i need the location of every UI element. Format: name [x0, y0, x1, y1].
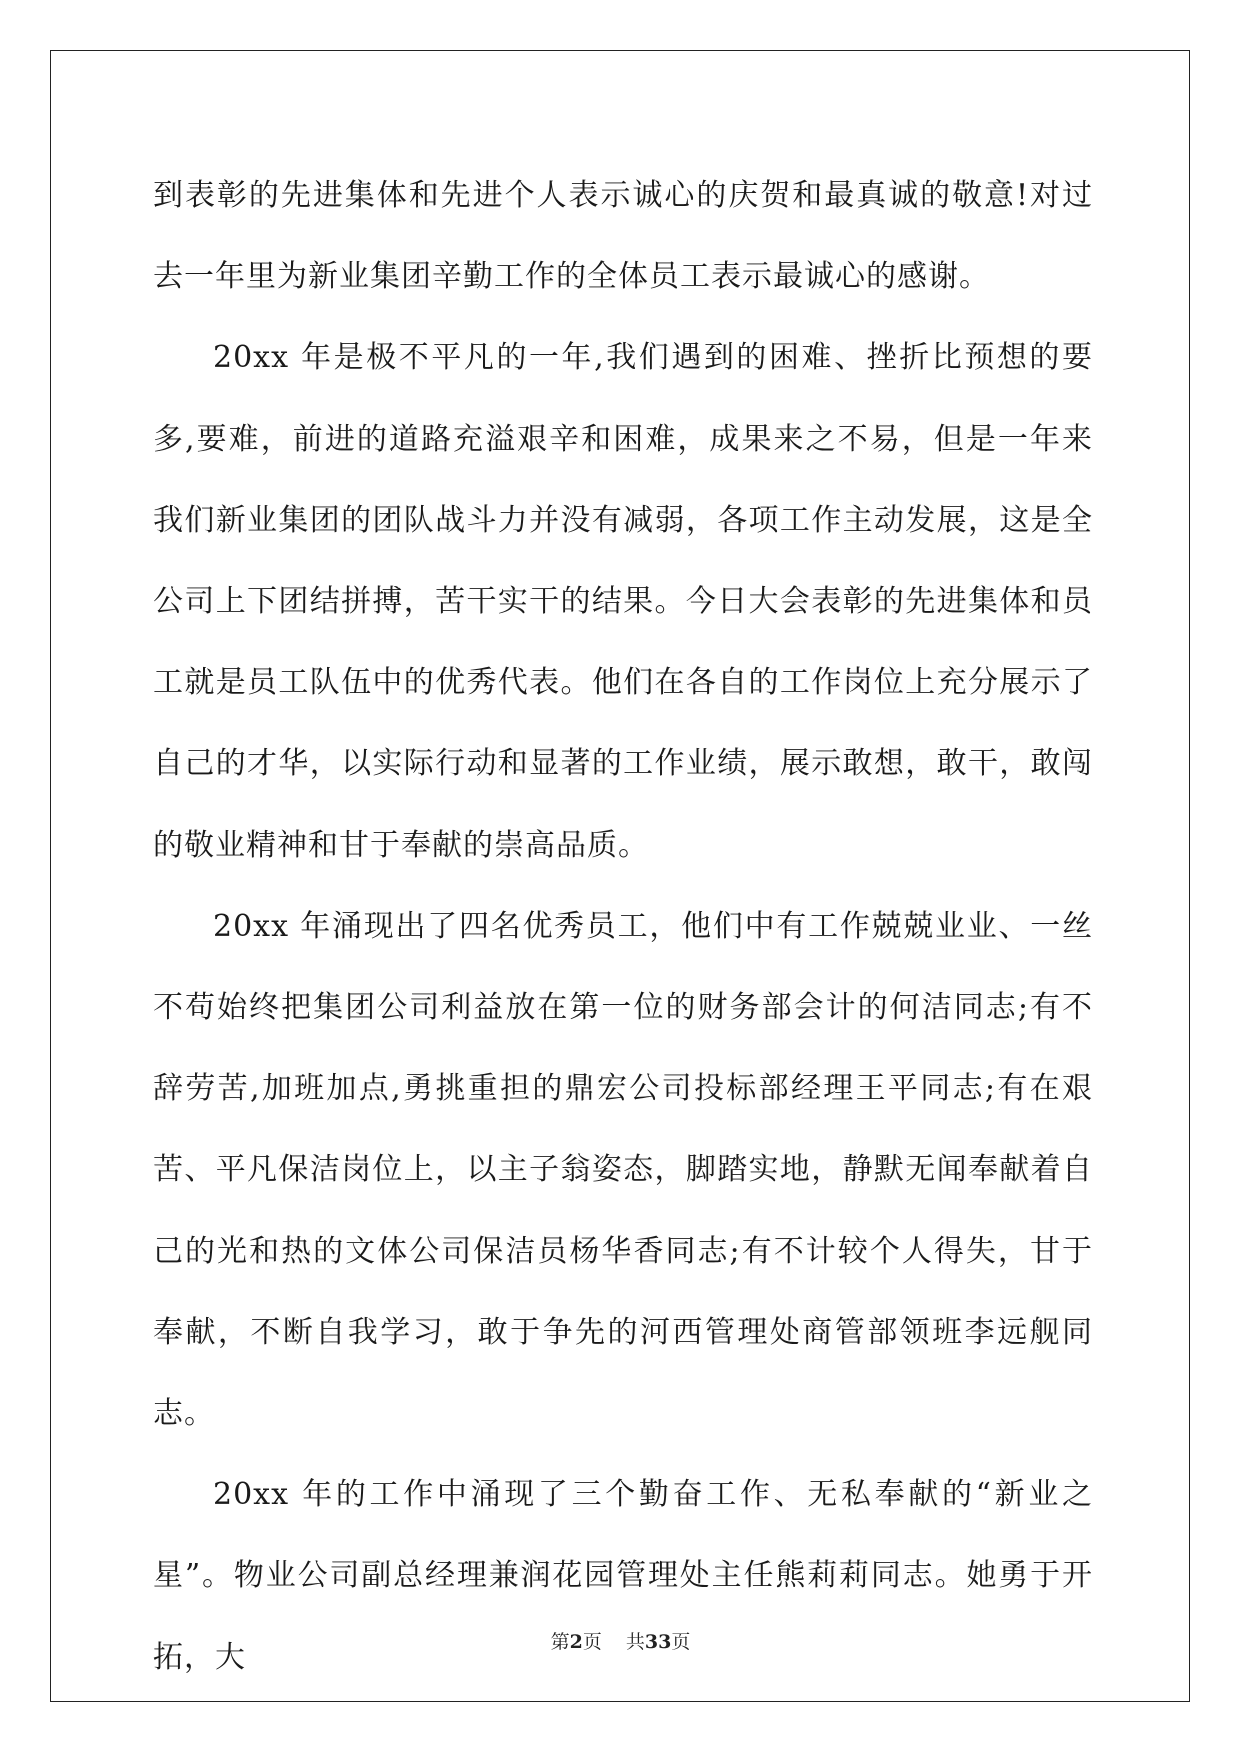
paragraph-2: 20xx 年是极不平凡的一年,我们遇到的困难、挫折比预想的要多,要难，前进的道路充溢艰辛和困难，成果来之不易，但是一年来我们新业集团的团队战斗力并没有减弱，各项工作主动发展，这是全公司上下团结拼搏，苦干实干的结果。今日大会表彰的先进集体和员工就是员工队伍中的优秀代表。他们在各自的工作岗位上充分展示了自己的才华，以实际行动和显著的工作业绩，展示敢想，敢干，敢闯的敬业精神和甘于奉献的崇高品质。 — [153, 340, 1093, 863]
total-prefix: 共 — [625, 1631, 645, 1653]
page-number: 2 — [569, 1631, 583, 1653]
page-footer — [0, 1627, 1241, 1654]
total-suffix: 页 — [671, 1631, 691, 1653]
page-prefix: 第 — [550, 1631, 570, 1653]
paragraph-3: 20xx 年涌现出了四名优秀员工，他们中有工作兢兢业业、一丝不苟始终把集团公司利益放在第一位的财务部会计的何洁同志;有不辞劳苦,加班加点,勇挑重担的鼎宏公司投标部经理王平同志;有在艰苦、平凡保洁岗位上，以主子翁姿态，脚踏实地，静默无闻奉献着自己的光和热的文体公司保洁员杨华香同志;有不计较个人得失，甘于奉献，不断自我学习，敢于争先的河西管理处商管部领班李远舰同志。 — [153, 908, 1093, 1432]
paragraph-1: 到表彰的先进集体和先进个人表示诚心的庆贺和最真诚的敬意!对过去一年里为新业集团辛勤工作的全体员工表示最诚心的感谢。 — [153, 178, 1093, 295]
paragraph-4: 20xx 年的工作中涌现了三个勤奋工作、无私奉献的“新业之星”。物业公司副总经理兼润花园管理处主任熊莉莉同志。她勇于开拓，大 — [153, 1477, 1093, 1675]
total-pages: 33 — [644, 1631, 672, 1653]
page-suffix: 页 — [582, 1631, 602, 1653]
document-body — [153, 155, 1093, 1698]
